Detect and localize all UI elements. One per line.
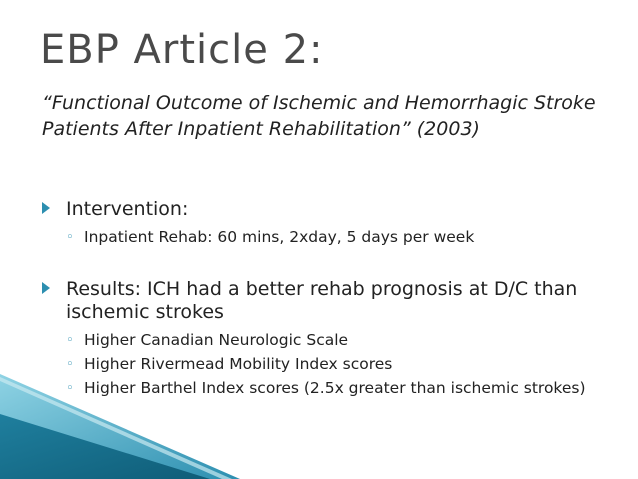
sub-bullet-text: Higher Rivermead Mobility Index scores: [84, 355, 393, 373]
triangle-bullet-icon: [42, 202, 50, 214]
bullet-text: Intervention:: [66, 198, 189, 220]
bullet-intervention: [42, 198, 602, 221]
sub-bullet-text: Higher Canadian Neurologic Scale: [84, 331, 349, 349]
sub-bullet-text: Higher Barthel Index scores (2.5x greater than ischemic strokes): [84, 379, 586, 397]
sub-bullet-inpatient-rehab: [66, 228, 606, 247]
corner-decoration: [0, 319, 240, 479]
triangle-bullet-icon: [42, 282, 50, 294]
circle-bullet-icon: ◦: [66, 230, 74, 245]
circle-bullet-icon: ◦: [66, 357, 74, 372]
sub-bullet-text: Inpatient Rehab: 60 mins, 2xday, 5 days per week: [84, 228, 475, 246]
slide-title: EBP Article 2:: [40, 27, 324, 73]
bullet-results: [42, 278, 602, 324]
bullet-text: Results: ICH had a better rehab prognosis at D/C than ischemic strokes: [66, 278, 578, 323]
circle-bullet-icon: ◦: [66, 381, 74, 396]
article-citation: “Functional Outcome of Ischemic and Hemorrhagic Stroke Patients After Inpatient Rehabilitation” (2003): [42, 92, 596, 140]
circle-bullet-icon: ◦: [66, 333, 74, 348]
